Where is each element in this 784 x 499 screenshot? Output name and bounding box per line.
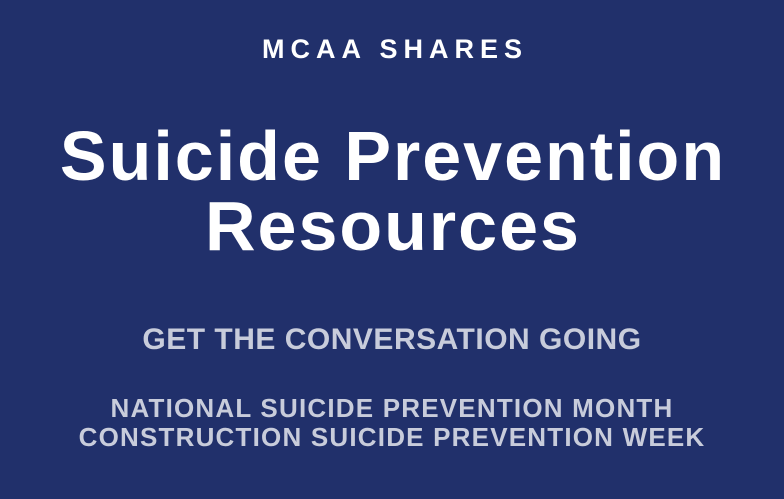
footer-text [79, 394, 706, 452]
page-title [58, 117, 727, 266]
page-title-line1: Suicide Prevention [59, 117, 727, 196]
kicker-text: MCAA SHARES [261, 34, 528, 64]
tagline-text: GET THE CONVERSATION GOING [142, 323, 642, 357]
footer-line1: NATIONAL SUICIDE PREVENTION MONTH [110, 392, 674, 423]
page-title-line2: Resources [205, 187, 581, 266]
footer-line2: CONSTRUCTION SUICIDE PREVENTION WEEK [78, 421, 706, 452]
